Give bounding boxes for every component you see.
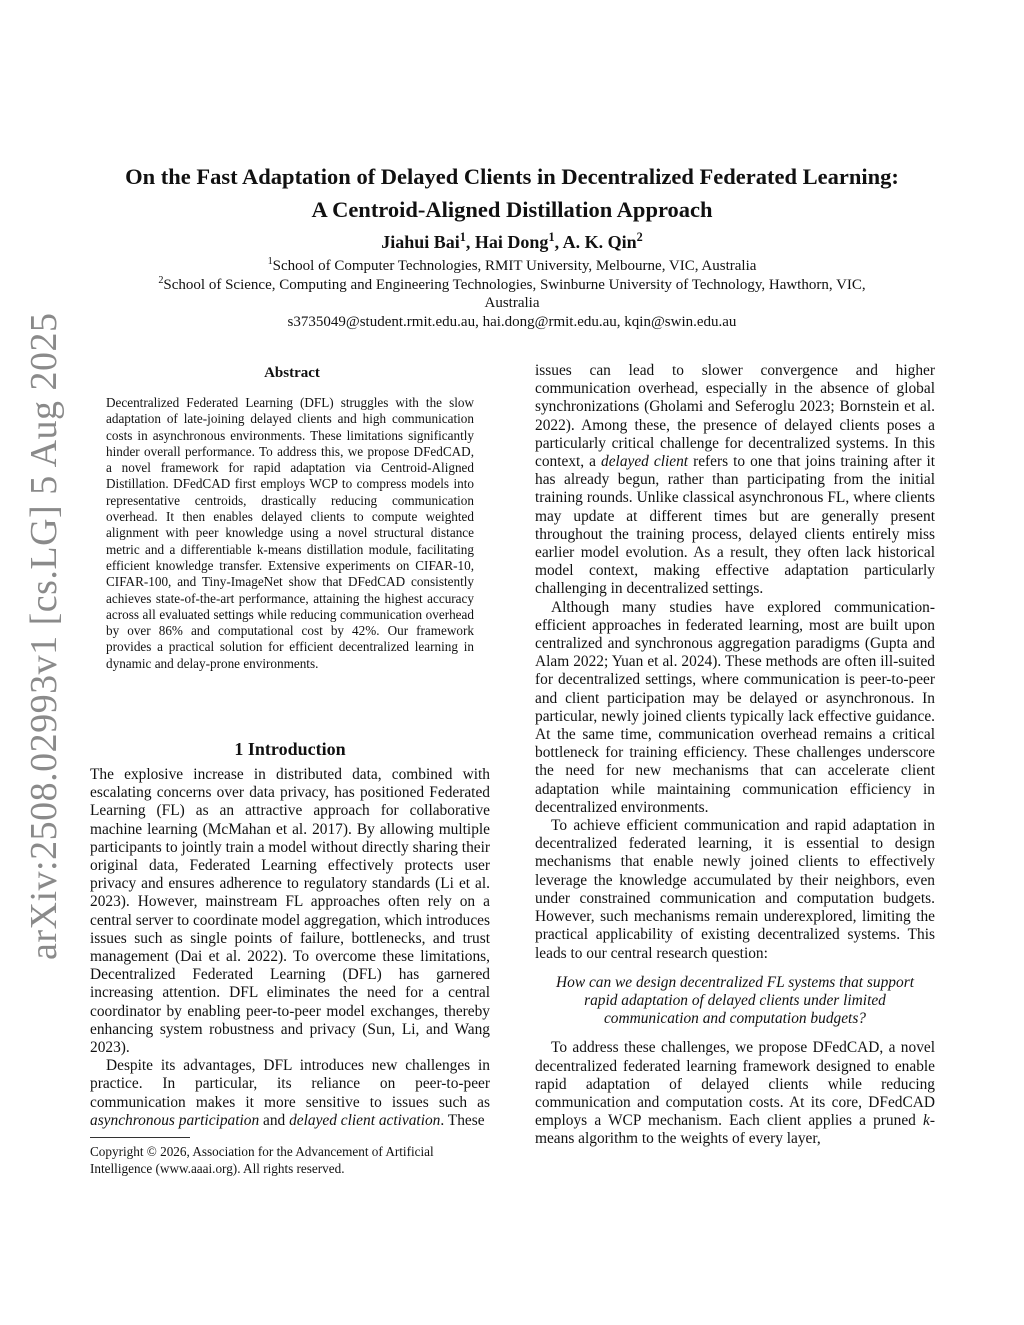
paragraph-continuation: issues can lead to slower convergence and higher communication overhead, especially in the absence of global synchronizations (Gholami and Seferoglu 2023; Bornstein et al. 2022). Among these, the presence of delayed clients poses a particularly critical challenge for decentralized systems. In this context, a delayed client refers to one that joins training after it has already begun, rather than participating from the initial training rounds. Unlike classical asynchronous FL, where clients may update at different times but are generally present throughout the training process, delayed clients entirely miss earlier model evolution. As a result, they often lack historical model context, making effective adaptation particularly challenging in decentralized settings. xyxy=(535,362,936,598)
affiliation-line: $^1$School of Computer Technologies, RMIT University, Melbourne, VIC, Australia xyxy=(267,256,757,274)
abstract-heading: Abstract xyxy=(264,365,320,381)
title-line-2: A Centroid-Aligned Distillation Approach xyxy=(311,197,713,222)
abstract-body: Decentralized Federated Learning (DFL) struggles with the slow adaptation of late-joining delayed clients and high communication costs in asynchronous environments. These limitations significantly hinder overall performance. To address this, we propose DFedCAD, a novel framework for rapid adaptation via Centroid-Aligned Distillation. DFedCAD first employs WCP to compress models into representative centroids, drastically reducing communication overhead. It then enables delayed clients to compute weighted alignment with peer knowledge using a novel structural distance metric and a differentiable k-means distillation module, facilitating efficient knowledge transfer. Extensive experiments on CIFAR-10, CIFAR-100, and Tiny-ImageNet show that DFedCAD consistently achieves state-of-the-art performance, attaining the highest accuracy across all evaluated settings while reducing communication overhead by over 86% and computational cost by 42%. Our framework provides a practical solution for efficient decentralized learning in dynamic and delay-prone environments. xyxy=(106,395,474,671)
paragraph: Although many studies have explored communication-efficient approaches in federated learning, most are built upon centralized and synchronous aggregation paradigms (Gupta and Alam 2022; Yuan et al. 2024). These methods are often ill-suited for decentralized settings, where communication is peer-to-peer and client participation may be delayed or asynchronous. In particular, newly joined clients typically lack effective guidance. At the same time, communication overhead remains a critical bottleneck for training efficiency. These challenges underscore the need for new mechanisms that can accelerate client adaptation while maintaining communication efficiency in decentralized environments. xyxy=(535,598,935,816)
paragraph: To achieve efficient communication and rapid adaptation in decentralized federated learning, it is essential to design mechanisms that enable newly joined clients to effectively leverage the knowledge accumulated by their neighbors, even under constrained communication and computation budgets. However, such mechanisms remain underexplored, limiting the practical applicability of existing decentralized systems. This leads to our central research question: xyxy=(535,817,935,962)
copyright-footnote: Copyright © 2026, Association for the Advancement of Artificial Intelligence (www.aaai.org). All rights reserved. xyxy=(90,1144,434,1176)
paragraph: Despite its advantages, DFL introduces new challenges in practice. In particular, its reliance on peer-to-peer communication makes it more sensitive to issues such as asynchronous participation and delayed client activation. These xyxy=(90,1057,490,1129)
paragraph: To address these challenges, we propose DFedCAD, a novel decentralized federated learning framework designed to enable rapid adaptation of delayed clients while reducing communication and computation costs. At its core, DFedCAD employs a WCP mechanism. Each client applies a pruned k-means algorithm to the weights of every layer, xyxy=(535,1039,935,1148)
footnote-rule xyxy=(90,1137,190,1138)
right-column-text xyxy=(535,362,935,1149)
left-column-text xyxy=(90,766,490,1130)
paragraph: The explosive increase in distributed data, combined with escalating concerns over data privacy, has positioned Federated Learning (FL) as an attractive approach for collaborative machine learning (McMahan et al. 2017). By allowing multiple participants to jointly train a model without directly sharing their original data, Federated Learning effectively protects user privacy and ensures adherence to regulatory standards (Li et al. 2023). However, mainstream FL approaches often rely on a central server to coordinate model aggregation, which introduces issues such as single points of failure, bottlenecks, and trust management (Dai et al. 2022). To overcome these limitations, Decentralized Federated Learning (DFL) has garnered increasing attention. DFL eliminates the need for a central coordinator by enabling peer-to-peer model exchanges, thereby enhancing system robustness and privacy (Sun, Li, and Wang 2023). xyxy=(90,766,491,1057)
author-list: Jiahui Bai$^1$, Hai Dong$^1$, A. K. Qin$^2$ xyxy=(381,230,643,252)
author-affiliation-mark: 1 xyxy=(548,230,555,244)
affiliation-continuation: Australia xyxy=(484,295,540,311)
author-affiliation-mark: 1 xyxy=(459,230,466,244)
affiliations xyxy=(110,257,914,331)
author-emails: s3735049@student.rmit.edu.au, hai.dong@rmit.edu.au, kqin@swin.edu.au xyxy=(287,313,737,330)
affiliation-line: $^2$School of Science, Computing and Engineering Technologies, Swinburne University of Technology, Hawthorn, VIC, xyxy=(158,274,866,293)
author-name: Jiahui Bai xyxy=(381,232,460,252)
paper-title xyxy=(60,160,964,226)
arxiv-sidebar-stamp: arXiv:2508.02993v1 [cs.LG] 5 Aug 2025 xyxy=(23,312,65,960)
author-name: A. K. Qin xyxy=(562,232,637,252)
research-question: How can we design decentralized FL systems that support rapid adaptation of delayed clients under limited communication and computation budgets? xyxy=(556,973,914,1028)
section-heading-introduction: 1 Introduction xyxy=(234,739,346,759)
title-line-1: On the Fast Adaptation of Delayed Clients in Decentralized Federated Learning: xyxy=(125,164,899,189)
author-affiliation-mark: 2 xyxy=(636,230,643,244)
author-name: Hai Dong xyxy=(474,232,549,252)
